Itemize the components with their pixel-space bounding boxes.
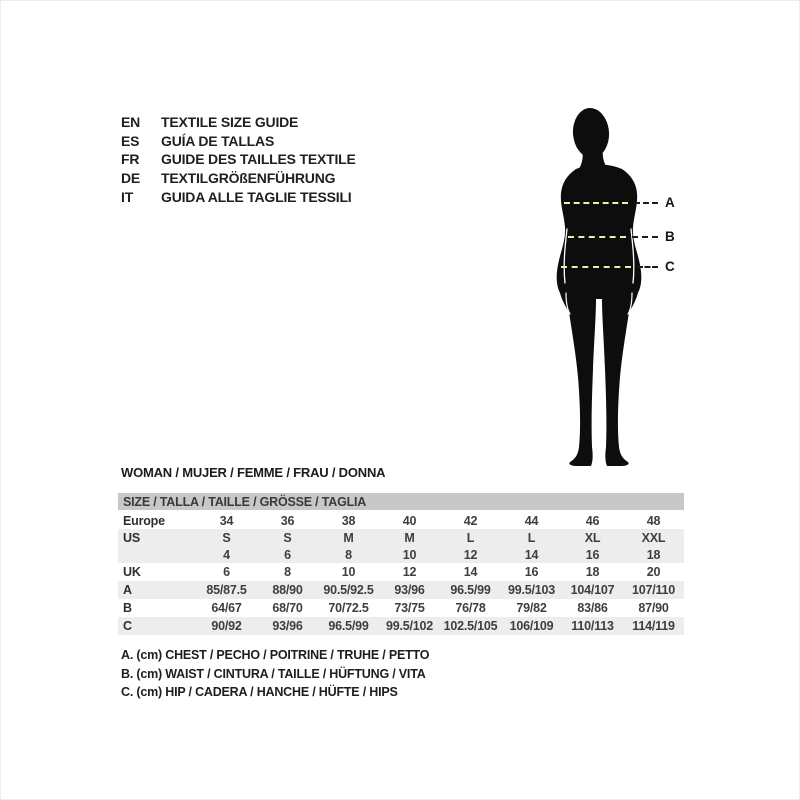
size-cell: 90/92 bbox=[211, 619, 242, 633]
size-cell: 12 bbox=[402, 565, 417, 579]
size-cell: 96.5/99 bbox=[328, 619, 369, 633]
size-cell: M bbox=[343, 530, 354, 545]
size-cell: 20 bbox=[646, 565, 661, 579]
size-cell: 96.5/99 bbox=[450, 583, 491, 597]
size-cell: 44 bbox=[524, 513, 539, 528]
language-label: TEXTILGRÖßENFÜHRUNG bbox=[161, 170, 336, 187]
legend-line-waist: B. (cm) WAIST / CINTURA / TAILLE / HÜFTUNG / VITA bbox=[121, 666, 426, 681]
measure-label-c: C bbox=[665, 259, 675, 274]
measure-label-a: A bbox=[665, 195, 675, 210]
language-code: ES bbox=[121, 132, 140, 149]
size-cell: 36 bbox=[280, 513, 295, 528]
row-label: C bbox=[123, 619, 132, 633]
size-cell: XXL bbox=[641, 530, 666, 545]
size-cell: 12 bbox=[463, 547, 478, 562]
size-cell: 83/86 bbox=[577, 601, 608, 615]
size-cell: 87/90 bbox=[638, 601, 669, 615]
hip-line-on-body bbox=[561, 266, 631, 268]
hip-line-callout bbox=[637, 266, 658, 268]
size-cell: 79/82 bbox=[516, 601, 547, 615]
size-cell: 6 bbox=[223, 565, 230, 579]
waist-line-callout bbox=[632, 236, 658, 238]
size-cell: 68/70 bbox=[272, 601, 303, 615]
size-cell: 76/78 bbox=[455, 601, 486, 615]
size-cell: 16 bbox=[524, 565, 539, 579]
row-label: A bbox=[123, 583, 132, 597]
size-cell: L bbox=[466, 530, 475, 545]
size-cell: 10 bbox=[341, 565, 356, 579]
language-label: TEXTILE SIZE GUIDE bbox=[161, 114, 299, 131]
size-cell: 34 bbox=[219, 513, 234, 528]
table-row-chest-a bbox=[118, 581, 684, 599]
size-cell: 10 bbox=[402, 547, 417, 562]
table-row-us-numbers bbox=[118, 546, 684, 563]
legend-line-hip: C. (cm) HIP / CADERA / HANCHE / HÜFTE / HIPS bbox=[121, 685, 398, 699]
language-row-de bbox=[121, 169, 356, 188]
size-cell: XL bbox=[584, 530, 601, 545]
row-label: US bbox=[123, 530, 140, 545]
size-cell: 99.5/102 bbox=[385, 619, 434, 633]
chest-line-on-body bbox=[564, 202, 628, 204]
row-label: Europe bbox=[123, 513, 165, 528]
language-code: FR bbox=[121, 151, 140, 168]
size-cell: 42 bbox=[463, 513, 478, 528]
size-cell: S bbox=[222, 530, 231, 545]
language-label: GUIDA ALLE TAGLIE TESSILI bbox=[161, 188, 352, 205]
language-title-block bbox=[121, 113, 356, 206]
language-code: DE bbox=[121, 170, 141, 187]
table-row-uk bbox=[118, 563, 684, 581]
size-cell: 6 bbox=[284, 547, 291, 562]
chest-line-callout bbox=[634, 202, 658, 204]
size-cell: 73/75 bbox=[394, 601, 425, 615]
table-header-row bbox=[118, 493, 684, 511]
language-code: EN bbox=[121, 114, 141, 131]
woman-silhouette-svg bbox=[546, 107, 676, 471]
row-label: B bbox=[123, 601, 132, 615]
size-cell: 93/96 bbox=[394, 583, 425, 597]
size-cell: 90.5/92.5 bbox=[323, 583, 374, 597]
legend-line-chest: A. (cm) CHEST / PECHO / POITRINE / TRUHE / PETTO bbox=[121, 648, 430, 662]
size-cell: S bbox=[283, 530, 292, 545]
size-cell: 14 bbox=[524, 547, 539, 562]
measurement-legend bbox=[121, 646, 429, 702]
waist-line-on-body bbox=[568, 236, 626, 238]
language-label: GUIDE DES TAILLES TEXTILE bbox=[161, 151, 356, 168]
size-cell: L bbox=[527, 530, 536, 545]
table-row-hip-c bbox=[118, 617, 684, 635]
row-label bbox=[118, 546, 196, 563]
size-cell: M bbox=[404, 530, 415, 545]
size-cell: 18 bbox=[585, 565, 600, 579]
size-cell: 99.5/103 bbox=[507, 583, 556, 597]
size-cell: 64/67 bbox=[211, 601, 242, 615]
size-cell: 85/87.5 bbox=[206, 583, 247, 597]
section-title-woman: WOMAN / MUJER / FEMME / FRAU / DONNA bbox=[121, 465, 386, 480]
size-cell: 102.5/105 bbox=[443, 619, 498, 633]
size-cell: 4 bbox=[223, 547, 230, 562]
size-cell: 70/72.5 bbox=[328, 601, 369, 615]
size-cell: 46 bbox=[585, 513, 600, 528]
size-cell: 110/113 bbox=[571, 619, 614, 633]
size-cell: 14 bbox=[463, 565, 478, 579]
size-cell: 40 bbox=[402, 513, 417, 528]
language-code: IT bbox=[121, 188, 134, 205]
size-cell: 8 bbox=[345, 547, 352, 562]
size-cell: 107/110 bbox=[631, 583, 676, 597]
size-table bbox=[118, 493, 684, 635]
language-row-es bbox=[121, 132, 356, 151]
table-header: SIZE / TALLA / TAILLE / GRÖSSE / TAGLIA bbox=[118, 493, 684, 511]
language-row-en bbox=[121, 113, 356, 132]
measure-label-b: B bbox=[665, 229, 675, 244]
size-cell: 8 bbox=[284, 565, 291, 579]
language-row-it bbox=[121, 187, 356, 206]
row-label: UK bbox=[123, 565, 141, 579]
table-row-us-letters bbox=[118, 529, 684, 546]
table-row-waist-b bbox=[118, 599, 684, 617]
language-row-fr bbox=[121, 150, 356, 169]
table-row-europe bbox=[118, 511, 684, 529]
size-cell: 88/90 bbox=[272, 583, 303, 597]
size-cell: 104/107 bbox=[570, 583, 615, 597]
size-cell: 16 bbox=[585, 547, 600, 562]
size-cell: 93/96 bbox=[272, 619, 303, 633]
language-label: GUÍA DE TALLAS bbox=[161, 132, 275, 149]
size-cell: 114/119 bbox=[632, 619, 675, 633]
size-cell: 38 bbox=[341, 513, 356, 528]
size-cell: 48 bbox=[646, 513, 661, 528]
woman-silhouette-figure bbox=[546, 107, 676, 471]
size-cell: 106/109 bbox=[509, 619, 554, 633]
size-cell: 18 bbox=[646, 547, 661, 562]
